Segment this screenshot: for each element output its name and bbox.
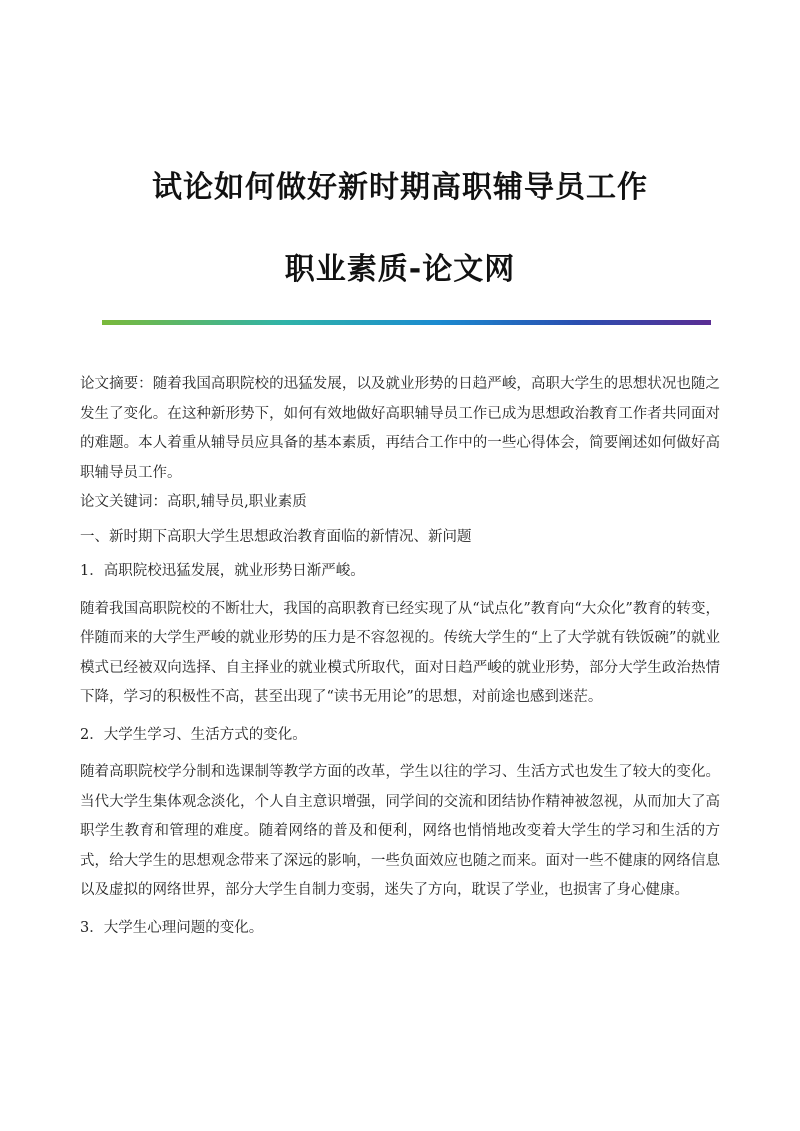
item-3-heading: 3．大学生心理问题的变化。 bbox=[80, 919, 264, 936]
abstract-paragraph: 论文摘要：随着我国高职院校的迅猛发展，以及就业形势的日趋严峻，高职大学生的思想状况也随之发生了变化。在这种新形势下，如何有效地做好高职辅导员工作已成为思想政治教育工作者共同面对的难题。本人着重从辅导员应具备的基本素质，再结合工作中的一些心得体会，简要阐述如何做好高职辅导员工作。 bbox=[80, 376, 720, 481]
title-divider-rule bbox=[102, 320, 711, 325]
item-2-heading: 2．大学生学习、生活方式的变化。 bbox=[80, 726, 307, 743]
document-title-line-1: 试论如何做好新时期高职辅导员工作 bbox=[152, 170, 648, 205]
document-title-line-2: 职业素质-论文网 bbox=[284, 252, 516, 287]
section-heading: 一、新时期下高职大学生思想政治教育面临的新情况、新问题 bbox=[80, 528, 472, 545]
item-2-paragraph: 随着高职院校学分制和选课制等教学方面的改革，学生以往的学习、生活方式也发生了较大的变化。当代大学生集体观念淡化，个人自主意识增强，同学间的交流和团结协作精神被忽视，从而加大了高职学生教育和管理的难度。随着网络的普及和便利，网络也悄悄地改变着大学生的学习和生活的方式，给大学生的思想观念带来了深远的影响，一些负面效应也随之而来。面对一些不健康的网络信息以及虚拟的网络世界，部分大学生自制力变弱，迷失了方向，耽误了学业，也损害了身心健康。 bbox=[80, 764, 720, 898]
item-1-paragraph: 随着我国高职院校的不断壮大，我国的高职教育已经实现了从“试点化”教育向“大众化”教育的转变，伴随而来的大学生严峻的就业形势的压力是不容忽视的。传统大学生的“上了大学就有铁饭碗”的就业模式已经被双向选择、自主择业的就业模式所取代，面对日趋严峻的就业形势，部分大学生政治热情下降，学习的积极性不高，甚至出现了“读书无用论”的思想，对前途也感到迷茫。 bbox=[80, 600, 720, 705]
document-body bbox=[80, 370, 720, 943]
keywords-line: 论文关键词：高职,辅导员,职业素质 bbox=[80, 494, 307, 510]
item-1-heading: 1．高职院校迅猛发展，就业形势日渐严峻。 bbox=[80, 563, 365, 579]
